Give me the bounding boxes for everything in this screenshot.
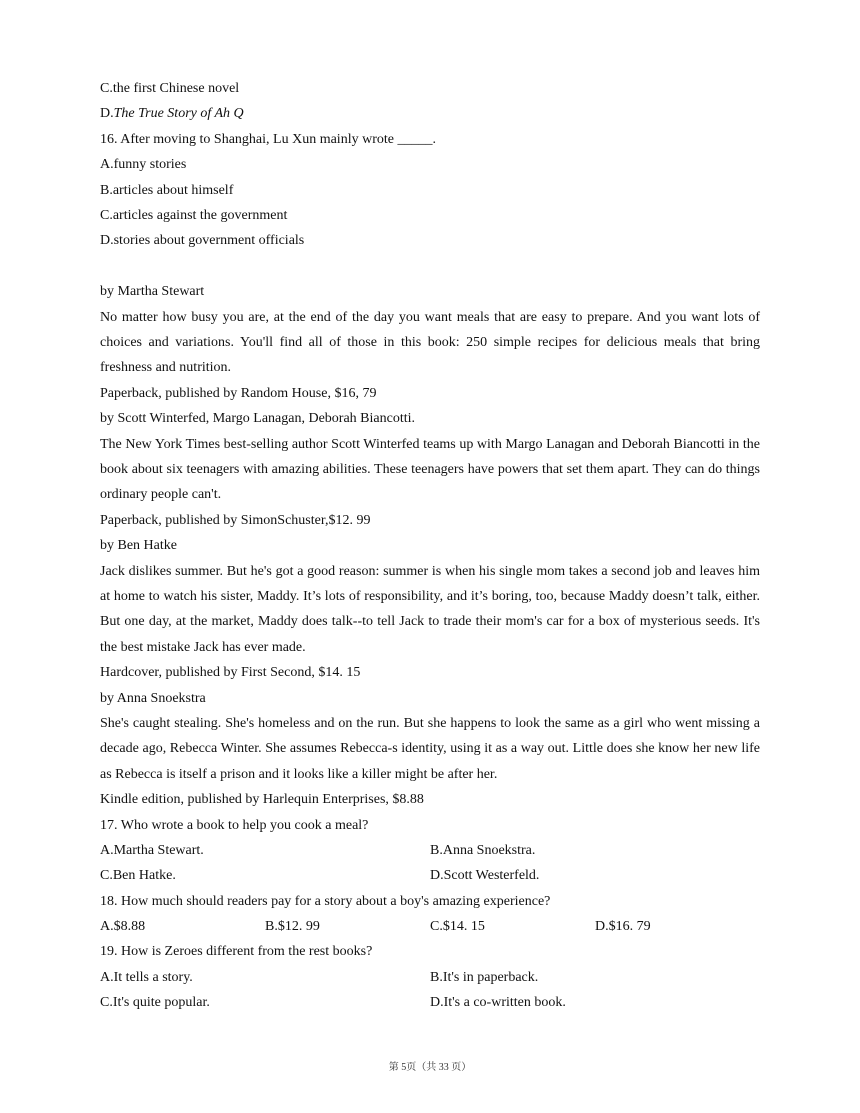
q19-option-b: B.It's in paperback. (430, 969, 539, 985)
section-gap (100, 254, 760, 279)
q15-option-d-title: The True Story of Ah Q (113, 106, 244, 122)
book-author: by Martha Stewart (100, 284, 205, 300)
q19-stem: 19. How is Zeroes different from the rest books? (100, 944, 373, 960)
q18-option-c: C.$14. 15 (430, 919, 485, 935)
q18-options-row (100, 914, 760, 939)
book-author: by Anna Snoekstra (100, 690, 206, 706)
q19-option-d: D.It's a co-written book. (430, 995, 566, 1011)
book-description: The New York Times best-selling author Scott Winterfed teams up with Margo Lanagan and Deborah Biancotti in the book about six teenagers with amazing abilities. These teenagers have powers that set them apart. They can do things ordinary people can't. (100, 436, 760, 503)
q17-options-row-1 (100, 838, 760, 863)
q18-option-b: B.$12. 99 (265, 919, 320, 935)
q17-options-row-2 (100, 863, 760, 888)
book-publication: Paperback, published by SimonSchuster,$12. 99 (100, 512, 371, 528)
q17-stem: 17. Who wrote a book to help you cook a meal? (100, 817, 369, 833)
q17-option-a: A.Martha Stewart. (100, 842, 204, 858)
q18-stem: 18. How much should readers pay for a story about a boy's amazing experience? (100, 893, 551, 909)
q16-stem: 16. After moving to Shanghai, Lu Xun mainly wrote _____. (100, 131, 436, 147)
q17-option-d: D.Scott Westerfeld. (430, 868, 540, 884)
document-body (100, 76, 760, 1016)
q19-option-a: A.It tells a story. (100, 969, 193, 985)
book-description: No matter how busy you are, at the end of the day you want meals that are easy to prepare. And you want lots of choices and variations. You'll find all of those in this book: 250 simple recipes for delicious meals that bring freshness and nutrition. (100, 309, 760, 376)
book-entry-2 (100, 406, 760, 533)
q18-option-d: D.$16. 79 (595, 919, 651, 935)
q16-option-b: B.articles about himself (100, 182, 234, 198)
page-footer: 第 5页（共 33 页） (388, 1062, 472, 1073)
q19-option-c: C.It's quite popular. (100, 995, 210, 1011)
q16-option-a: A.funny stories (100, 157, 187, 173)
q18-option-a: A.$8.88 (100, 919, 146, 935)
q19-options-row-1 (100, 965, 760, 990)
book-author: by Ben Hatke (100, 538, 177, 554)
book-entry-1 (100, 279, 760, 406)
q15-option-d-prefix: D. (100, 106, 114, 122)
book-entry-4 (100, 686, 760, 813)
book-author: by Scott Winterfed, Margo Lanagan, Deborah Biancotti. (100, 411, 415, 427)
q15-option-c: C.the first Chinese novel (100, 81, 240, 96)
q19-options-row-2 (100, 990, 760, 1015)
book-description: She's caught stealing. She's homeless and on the run. But she happens to look the same as a girl who went missing a decade ago, Rebecca Winter. She assumes Rebecca-s identity, using it as a way out. Little does she know her new life as Rebecca is itself a prison and it looks like a killer might be after her. (100, 715, 760, 782)
book-publication: Kindle edition, published by Harlequin Enterprises, $8.88 (100, 792, 424, 808)
q15-option-d (100, 101, 760, 126)
q17-option-c: C.Ben Hatke. (100, 868, 176, 884)
q17-option-b: B.Anna Snoekstra. (430, 842, 536, 858)
book-publication: Hardcover, published by First Second, $14. 15 (100, 665, 361, 681)
q16-option-d: D.stories about government officials (100, 233, 305, 249)
book-publication: Paperback, published by Random House, $16, 79 (100, 385, 377, 401)
book-description: Jack dislikes summer. But he's got a good reason: summer is when his single mom takes a second job and leaves him at home to watch his sister, Maddy. It’s lots of responsibility, and it’s boring, too, because Maddy doesn’t talk, either. But one day, at the market, Maddy does talk--to tell Jack to trade their mom's car for a box of mysterious seeds. It's the best mistake Jack has ever made. (100, 563, 760, 655)
book-entry-3 (100, 533, 760, 685)
q16-option-c: C.articles against the government (100, 207, 288, 223)
